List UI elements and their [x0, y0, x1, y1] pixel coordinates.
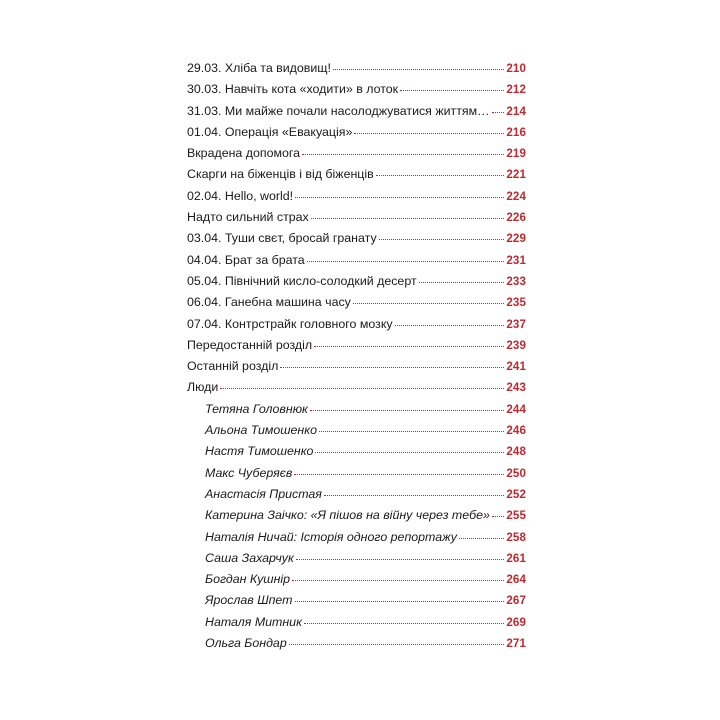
dot-leader [220, 388, 504, 389]
dot-leader [459, 538, 504, 539]
dot-leader [354, 133, 504, 134]
toc-entry-page-number: 229 [506, 232, 526, 246]
dot-leader [295, 197, 504, 198]
toc-entry-page-number: 214 [506, 104, 526, 118]
dot-leader [292, 580, 504, 581]
dot-leader [289, 644, 505, 645]
dot-leader [395, 325, 505, 326]
toc-entry-title: Альона Тимошенко [205, 423, 317, 438]
toc-entry-page-number: 212 [506, 83, 526, 97]
toc-entry [187, 356, 526, 377]
dot-leader [419, 282, 505, 283]
dot-leader [302, 154, 504, 155]
toc-entry [187, 590, 526, 611]
toc-entry-page-number: 250 [506, 466, 526, 480]
toc-entry [187, 505, 526, 526]
toc-entry [187, 527, 526, 548]
toc-entry-page-number: 237 [506, 317, 526, 331]
dot-leader [304, 623, 504, 624]
toc-entry-page-number: 264 [506, 573, 526, 587]
dot-leader [307, 261, 505, 262]
toc-entry [187, 164, 526, 185]
toc-entry-title: 07.04. Контрстрайк головного мозку [187, 316, 393, 331]
toc-entry [187, 612, 526, 633]
toc-entry [187, 441, 526, 462]
toc-entry-title: Тетяна Головнюк [205, 401, 308, 416]
dot-leader [296, 559, 505, 560]
toc-entry-page-number: 258 [506, 530, 526, 544]
toc-entry-title: 30.03. Навчіть кота «ходити» в лоток [187, 82, 399, 97]
toc-entry-page-number: 216 [506, 125, 526, 139]
dot-leader [280, 367, 504, 368]
dot-leader [333, 69, 504, 70]
toc-entry-page-number: 271 [506, 637, 526, 651]
toc-entry [187, 314, 526, 335]
toc-entry [187, 548, 526, 569]
toc-entry-page-number: 243 [506, 381, 526, 395]
toc-entry-title: 03.04. Туши свєт, бросай гранату [187, 231, 377, 246]
toc-entry-page-number: 235 [506, 296, 526, 310]
toc-entry [187, 377, 526, 398]
toc-entry-page-number: 233 [506, 274, 526, 288]
toc-entry-title: 06.04. Ганебна машина часу [187, 295, 351, 310]
toc-entry-title: Богдан Кушнір [205, 572, 291, 587]
toc-entry [187, 228, 526, 249]
toc-entry [187, 420, 526, 441]
dot-leader [315, 452, 504, 453]
toc-entry-page-number: 248 [506, 445, 526, 459]
toc-entry-page-number: 231 [506, 253, 526, 267]
toc-entry-page-number: 241 [506, 360, 526, 374]
toc-entry-title: 02.04. Hello, world! [187, 188, 294, 203]
toc-entry-page-number: 255 [506, 509, 526, 523]
toc-entry-title: 04.04. Брат за брата [187, 252, 305, 267]
toc-entry [187, 633, 526, 654]
toc-entry-page-number: 261 [506, 551, 526, 565]
dot-leader [294, 474, 504, 475]
toc-entry-title: 29.03. Хліба та видовищ! [187, 61, 331, 75]
toc-entry-title: 05.04. Північний кисло-солодкий десерт [187, 273, 417, 288]
toc-entry [187, 463, 526, 484]
toc-entry-page-number: 226 [506, 211, 526, 225]
toc-entry [187, 186, 526, 207]
dot-leader [319, 431, 504, 432]
toc-entry [187, 250, 526, 271]
toc-entry [187, 207, 526, 228]
dot-leader [376, 175, 505, 176]
toc-entry-page-number: 267 [506, 594, 526, 608]
toc-entry [187, 79, 526, 100]
dot-leader [379, 239, 505, 240]
toc-entry-title: Передостанній розділ [187, 337, 313, 352]
toc-entry-title: Катерина Заічко: «Я пішов на війну через тебе» [205, 508, 490, 523]
dot-leader [492, 516, 504, 517]
table-of-contents [187, 58, 526, 654]
toc-entry-page-number: 244 [506, 402, 526, 416]
toc-entry-title: Надто сильний страх [187, 210, 309, 225]
toc-entry-page-number: 269 [506, 615, 526, 629]
toc-entry-title: Ольга Бондар [205, 636, 287, 651]
toc-entry [187, 335, 526, 356]
toc-entry-page-number: 221 [506, 168, 526, 182]
toc-entry-title: Останній розділ [187, 359, 279, 374]
toc-entry-title: Скарги на біженців і від біженців [187, 167, 374, 182]
toc-entry-page-number: 252 [506, 487, 526, 501]
toc-entry [187, 292, 526, 313]
toc-entry-title: Анастасія Пристая [205, 486, 322, 501]
toc-entry [187, 569, 526, 590]
toc-entry [187, 143, 526, 164]
toc-entry-page-number: 210 [506, 62, 526, 75]
toc-entry-page-number: 239 [506, 338, 526, 352]
dot-leader [353, 303, 504, 304]
toc-entry [187, 101, 526, 122]
toc-entry-title: Саша Захарчук [205, 550, 294, 565]
toc-entry [187, 271, 526, 292]
dot-leader [311, 218, 505, 219]
toc-entry-title: Ярослав Шпет [205, 593, 293, 608]
dot-leader [324, 495, 504, 496]
dot-leader [295, 601, 505, 602]
dot-leader [400, 90, 504, 91]
toc-entry-title: 31.03. Ми майже почали насолоджуватися життям… [187, 103, 490, 118]
dot-leader [314, 346, 504, 347]
toc-entry-title: 01.04. Операція «Евакуація» [187, 124, 353, 139]
dot-leader [310, 410, 504, 411]
toc-entry-title: Люди [187, 380, 219, 395]
toc-entry-title: Наталія Ничай: Історія одного репортажу [205, 529, 457, 544]
toc-entry [187, 484, 526, 505]
toc-entry [187, 122, 526, 143]
toc-entry-title: Наталя Митник [205, 614, 302, 629]
toc-entry-title: Вкрадена допомога [187, 146, 301, 161]
toc-entry-title: Макс Чуберяєв [205, 465, 293, 480]
toc-entry-page-number: 219 [506, 147, 526, 161]
toc-entry-page-number: 224 [506, 189, 526, 203]
toc-entry [187, 58, 526, 79]
dot-leader [492, 112, 505, 113]
toc-entry [187, 399, 526, 420]
toc-entry-title: Настя Тимошенко [205, 444, 314, 459]
toc-entry-page-number: 246 [506, 424, 526, 438]
